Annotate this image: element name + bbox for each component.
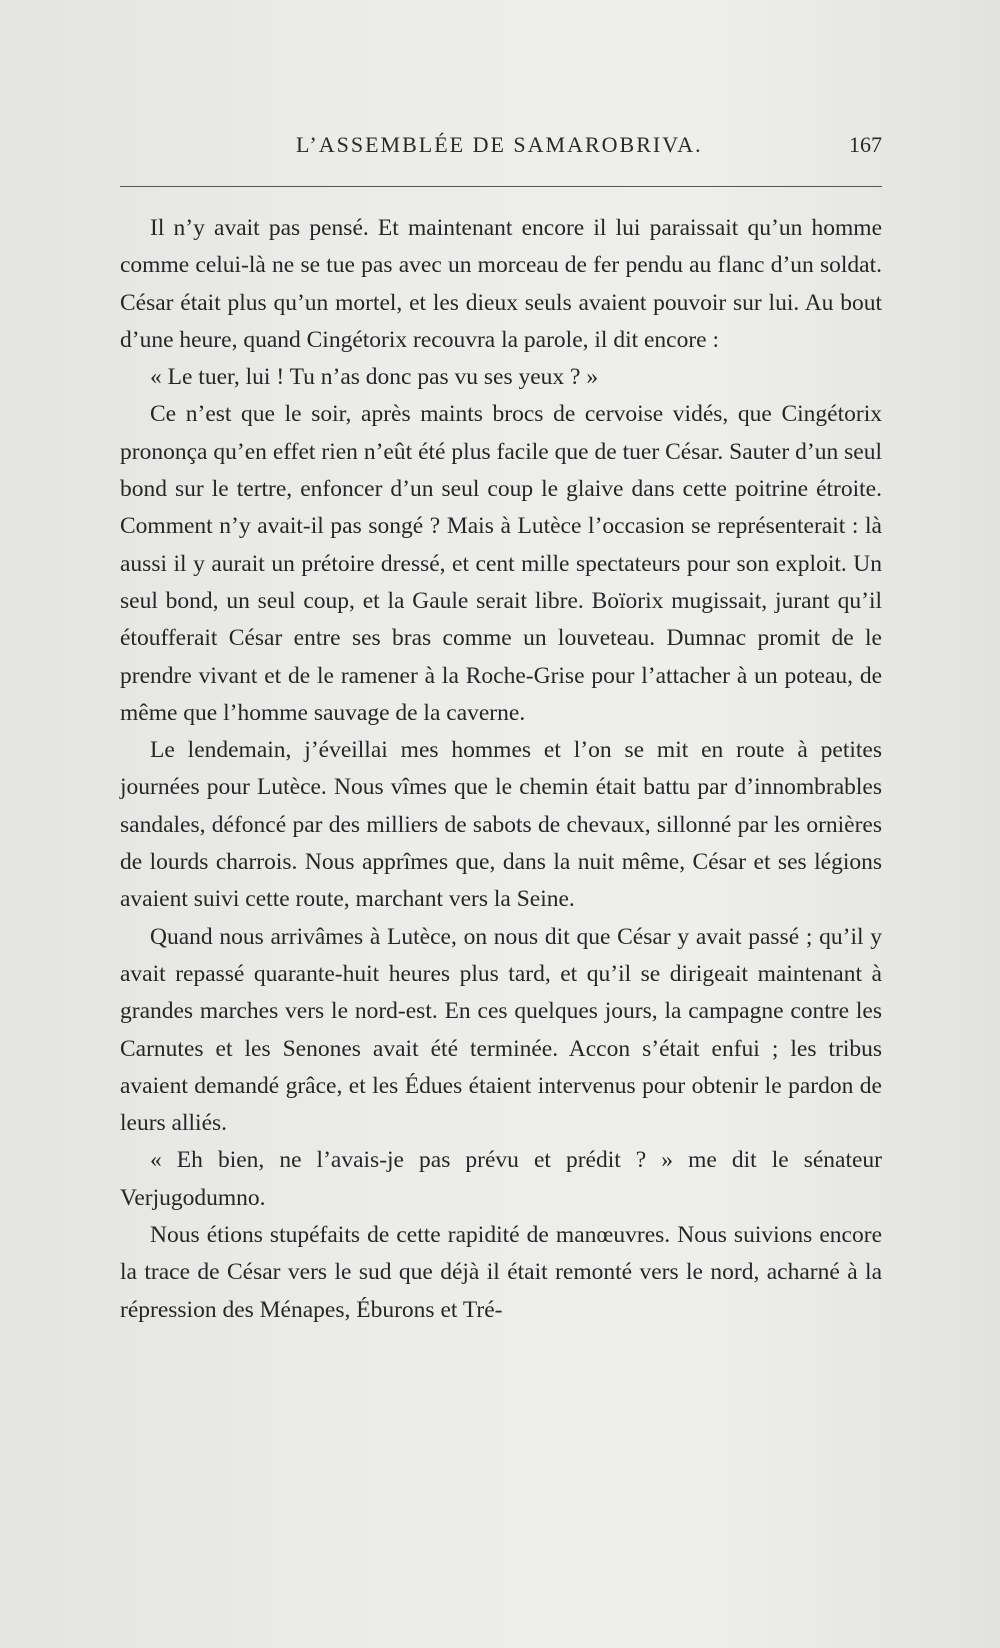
running-head — [120, 132, 882, 172]
paragraph: Le lendemain, j’éveillai mes hommes et l’on se mit en route à petites journées pour Lutèce. Nous vîmes que le chemin était battu par d’innombrables sandales, défoncé par des milliers de sabots de chevaux, sillonné par les ornières de lourds charrois. Nous apprîmes que, dans la nuit même, César et ses légions avaient suivi cette route, marchant vers la Seine. — [120, 737, 882, 913]
body-text — [120, 210, 882, 1329]
paragraph: Nous étions stupéfaits de cette rapidité de manœuvres. Nous suivions encore la trace de César vers le sud que déjà il était remonté vers le nord, acharné à la répression des Ménapes, Éburons et Tré- — [120, 1222, 882, 1323]
paragraph: Quand nous arrivâmes à Lutèce, on nous dit que César y avait passé ; qu’il y avait repassé quarante-huit heures plus tard, et qu’il se dirigeait maintenant à grandes marches vers le nord-est. En ces quelques jours, la campagne contre les Carnutes et les Senones avait été terminée. Accon s’était enfui ; les tribus avaient demandé grâce, et les Édues étaient intervenus pour obtenir le pardon de leurs alliés. — [120, 923, 882, 1137]
paragraph: « Le tuer, lui ! Tu n’as donc pas vu ses yeux ? » — [150, 364, 599, 391]
paragraph: Ce n’est que le soir, après maints brocs de cervoise vidés, que Cingétorix prononça qu’en effet rien n’eût été plus facile que de tuer César. Sauter d’un seul bond sur le tertre, enfoncer d’un seul coup le glaive dans cette poitrine étroite. Comment n’y avait-il pas songé ? Mais à Lutèce l’occasion se représenterait : là aussi il y aurait un prétoire dressé, et cent mille spectateurs pour son exploit. Un seul bond, un seul coup, et la Gaule serait libre. Boïorix mugissait, jurant qu’il étoufferait César entre ses bras comme un louveteau. Dumnac promit de le prendre vivant et de le ramener à la Roche-Grise pour l’attacher à un poteau, de même que l’homme sauvage de la caverne. — [120, 401, 882, 726]
paragraph: Il n’y avait pas pensé. Et maintenant encore il lui paraissait qu’un homme comme celui-là ne se tue pas avec un morceau de fer pendu au flanc d’un soldat. César était plus qu’un mortel, et les dieux seuls avaient pouvoir sur lui. Au bout d’une heure, quand Cingétorix recouvra la parole, il dit encore : — [120, 215, 882, 353]
running-title: L’ASSEMBLÉE DE SAMAROBRIVA. — [296, 132, 703, 157]
paragraph: « Eh bien, ne l’avais-je pas prévu et prédit ? » me dit le sénateur Verjugodumno. — [120, 1147, 882, 1211]
header-rule — [120, 186, 882, 187]
page-number: 167 — [849, 132, 882, 157]
